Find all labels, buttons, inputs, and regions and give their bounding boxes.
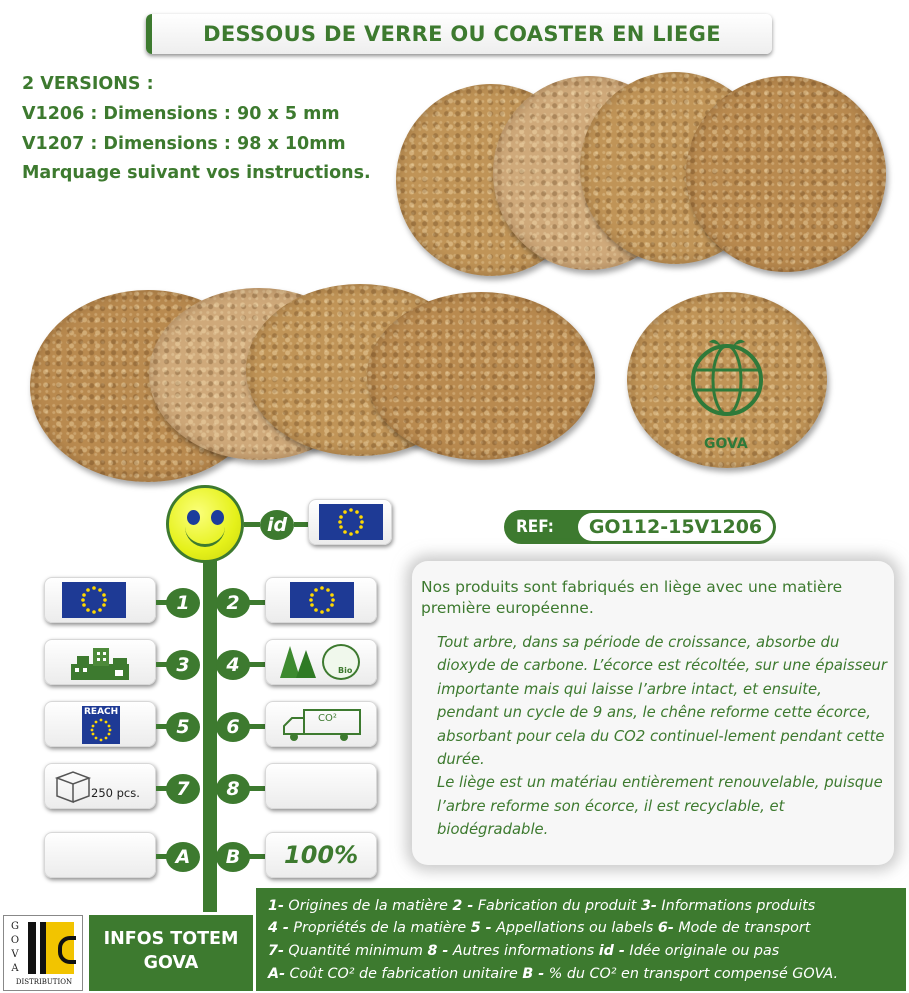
legend-text: Informations produits (656, 898, 816, 914)
connector (294, 522, 308, 527)
version-v1206: V1206 : Dimensions : 90 x 5 mm (22, 104, 340, 124)
logo-letter: V (11, 949, 19, 960)
badge-a: A (166, 842, 200, 872)
legend-text: Mode de transport (673, 920, 811, 936)
connector (249, 662, 265, 667)
totem-box-b (265, 832, 377, 878)
legend-key: 6- (657, 920, 674, 936)
legend-line-2 (268, 920, 810, 936)
totem-box-8 (265, 763, 377, 809)
description-body-text: Tout arbre, dans sa période de croissance, absorbe du dioxyde de carbone. L’écorce est récoltée, sur une épaisseur importante mais qui laisse l’arbre intact, et ensuite, pendant un cycle de 9 ans, le chêne reforme cette écorce, absorbant pour cela du CO2 continuel-lement pendant cette durée. (437, 634, 888, 769)
logo-curve (58, 936, 76, 964)
logo-letter: G (11, 921, 19, 932)
coaster-logo-text: GOVA (704, 436, 748, 452)
legend-key: 8 - (427, 943, 449, 959)
logo-caption: DISTRIBUTION (15, 978, 73, 986)
connector (244, 522, 260, 527)
badge-4: 4 (216, 650, 250, 680)
eu-flag-icon (62, 582, 126, 618)
page-title: DESSOUS DE VERRE OU COASTER EN LIEGE (203, 22, 721, 46)
legend-text: % du CO² en transport compensé GOVA. (544, 966, 839, 982)
box-icon (53, 768, 93, 804)
bio-label-text: Bio (338, 666, 353, 675)
badge-1: 1 (166, 588, 200, 618)
badge-2: 2 (216, 588, 250, 618)
reach-eu-icon (82, 706, 120, 744)
totem-box-6 (265, 701, 377, 747)
smiley-mouth (185, 524, 225, 547)
badge-7: 7 (166, 774, 200, 804)
logo-mark-icon (40, 922, 74, 974)
infos-totem-box (89, 915, 253, 991)
bio-label-icon (322, 644, 360, 680)
legend-text: Origines de la matière (283, 898, 453, 914)
connector (249, 786, 265, 791)
legend-key: 7- (268, 943, 284, 959)
legend-text: Coût CO² de fabrication unitaire (285, 966, 523, 982)
factory-icon (69, 644, 131, 682)
logo-letters (10, 920, 20, 976)
legend-text: Autres informations (448, 943, 599, 959)
legend-text: Appellations ou labels (491, 920, 658, 936)
legend-key: 2 - (452, 898, 474, 914)
cork-coaster-image (367, 292, 595, 460)
logo-letter: A (11, 963, 19, 974)
description-body (437, 631, 887, 842)
infos-totem-title: INFOS TOTEM (103, 929, 239, 949)
ref-code: GO112-15V1206 (578, 513, 773, 541)
legend-line-3 (268, 943, 779, 959)
legend-line-1 (268, 898, 815, 914)
legend-key: 1- (268, 898, 284, 914)
connector (249, 724, 265, 729)
legend-key: 4 - (268, 920, 289, 936)
cork-coaster-logo-image (627, 292, 827, 468)
legend-key: 3- (640, 898, 657, 914)
marking-note: Marquage suivant vos instructions. (22, 163, 371, 183)
smiley-icon (166, 485, 244, 563)
logo-bar-icon (28, 922, 36, 974)
totem-box-id (308, 499, 392, 545)
legend-text: Propriétés de la matière (288, 920, 471, 936)
totem-box-7 (44, 763, 156, 809)
infos-totem-brand: GOVA (143, 953, 199, 973)
eu-flag-icon (290, 582, 354, 618)
description-body-text-2: Le liège est un matériau entièrement renouvelable, puisque l’arbre reforme son écorce, il est recyclable, et biodégradable. (437, 774, 883, 839)
globe-logo-icon (681, 332, 773, 424)
versions-heading: 2 VERSIONS : (22, 74, 154, 94)
legend-text: Idée originale ou pas (624, 943, 780, 959)
badge-8: 8 (216, 774, 250, 804)
version-v1207: V1207 : Dimensions : 98 x 10mm (22, 134, 346, 154)
ref-label: REF: (516, 517, 554, 537)
badge-6: 6 (216, 712, 250, 742)
legend-line-4 (268, 966, 838, 982)
cork-coaster-image (686, 76, 886, 272)
trees-icon (278, 644, 320, 682)
co2-label: CO² (318, 713, 337, 724)
reach-label: REACH (84, 707, 119, 717)
eu-flag-icon (319, 504, 383, 540)
logo-letter: O (10, 935, 20, 946)
legend-text: Fabrication du produit (473, 898, 641, 914)
legend-key: id - (598, 943, 625, 959)
totem-box-2 (265, 577, 377, 623)
badge-id: id (260, 510, 294, 540)
totem-box-3 (44, 639, 156, 685)
smiley-eye (211, 510, 224, 525)
co2-compensation-percent: 100% (284, 841, 359, 869)
legend-key: A- (268, 966, 285, 982)
description-intro: Nos produits sont fabriqués en liège avec une matière première européenne. (421, 578, 843, 617)
badge-b: B (216, 842, 250, 872)
page-title-banner (146, 14, 772, 54)
min-quantity: 250 pcs. (91, 786, 140, 800)
badge-5: 5 (166, 712, 200, 742)
badge-3: 3 (166, 650, 200, 680)
legend-key: B - (522, 966, 545, 982)
totem-box-5 (44, 701, 156, 747)
totem-box-1 (44, 577, 156, 623)
gova-distribution-logo (3, 915, 83, 991)
legend-text: Quantité minimum (283, 943, 428, 959)
totem-box-a (44, 832, 156, 878)
totem-pole (203, 552, 217, 912)
totem-box-4 (265, 639, 377, 685)
legend-key: 5 - (470, 920, 492, 936)
smiley-eye (187, 510, 200, 525)
connector (249, 600, 265, 605)
connector (249, 854, 265, 859)
